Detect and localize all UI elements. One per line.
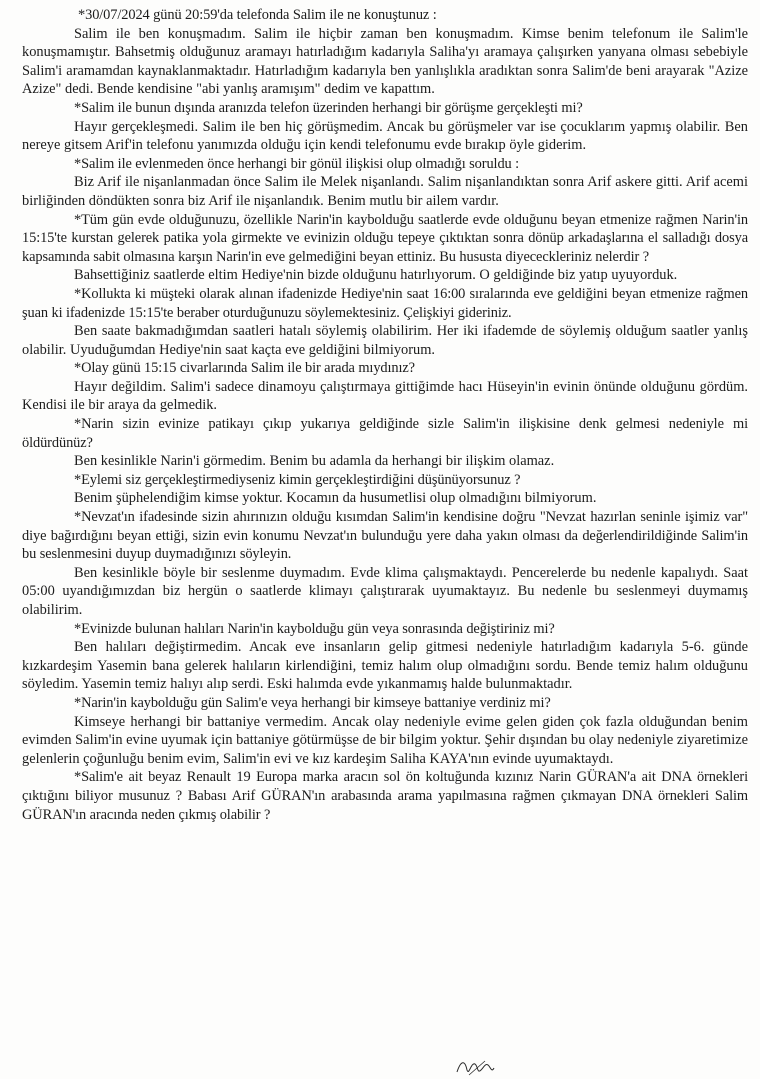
question-paragraph: *Salim ile bunun dışında aranızda telefon üzerinden herhangi bir görüşme gerçekleşti mi? (74, 99, 583, 116)
answer-paragraph: Ben kesinlikle Narin'i görmedim. Benim bu adamla da herhangi bir ilişkim olamaz. (74, 453, 555, 470)
answer-paragraph: Hayır değildim. Salim'i sadece dinamoyu çalıştırmaya gittiğimde hacı Hüseyin'in evinin önünde olduğunu gördüm. Kendisi ile bir araya da gelmedik. (22, 378, 748, 414)
question-paragraph: *Narin'in kaybolduğu gün Salim'e veya herhangi bir kimseye battaniye verdiniz mi? (74, 694, 551, 711)
question-paragraph: *Salim'e ait beyaz Renault 19 Europa marka aracın sol ön koltuğunda kızınız Narin GÜRAN'a ait DNA örnekleri çıktığını biliyor musunuz ? Babası Arif GÜRAN'ın arabasında arama yapılmasına rağmen çıkmayan DNA örnekleri Salim GÜRAN'ın aracında neden çıkmış olabilir ? (22, 769, 748, 823)
question-paragraph: *Olay günü 15:15 civarlarında Salim ile bir arada mıydınız? (74, 360, 415, 377)
question-paragraph: *Eylemi siz gerçekleştirmediyseniz kimin gerçekleştirdiğini düşünüyorsunuz ? (74, 471, 521, 488)
question-paragraph: *Tüm gün evde olduğunuzu, özellikle Narin'in kaybolduğu saatlerde evde olduğunu beyan etmenize rağmen Narin'in 15:15'te kurstan gelerek patika yola girmekte ve evinizin olduğu tepeye çıktıktan sonra dönüp arkadaşlarına el salladığı dosya kapsamında sabit olmasına karşın Narin'in eve gelmediğini beyan ettiniz. Bu hususta diyececkleriniz nelerdir ? (22, 211, 748, 265)
question-paragraph: *30/07/2024 günü 20:59'da telefonda Salim ile ne konuştunuz : (78, 7, 437, 23)
answer-paragraph: Ben halıları değiştirmedim. Ancak eve insanların gelip gitmesi nedeniyle hatırladığım kadarıyla 5-6. günde kızkardeşim Yasemin bana gelerek halıların kirlendiğini, temiz halım olup olmadığını sordu. Bende temiz halım olduğunu söyledim. Yasemin temiz halıyı alıp serdi. Eski halımda evde yıkanmamış halde bulunmaktadır. (22, 639, 748, 693)
question-paragraph: *Salim ile evlenmeden önce herhangi bir gönül ilişkisi olup olmadığı soruldu : (74, 155, 520, 172)
signature-scribble (455, 1056, 495, 1078)
answer-paragraph: Ben saate bakmadığımdan saatleri hatalı söylemiş olabilirim. Her iki ifademde de söylemiş olduğum saatler yanlış olabilir. Uyuduğumdan Hediye'nin saat kaçta eve geldiğini bilmiyorum. (22, 323, 748, 358)
answer-paragraph: Biz Arif ile nişanlanmadan önce Salim ile Melek nişanlandı. Salim nişanlandıktan sonra Arif askere gitti. Arif acemi birliğinden döndükten sonra biz Arif ile nişanlandık. Benim mutlu bir ailem vardır. (22, 174, 748, 209)
question-paragraph: *Evinizde bulunan halıları Narin'in kaybolduğu gün veya sonrasında değiştiriniz mi? (74, 620, 555, 637)
answer-paragraph: Benim şüphelendiğim kimse yoktur. Kocamın da husumetlisi olup olmadığını bilmiyorum. (74, 490, 597, 507)
question-paragraph: *Kollukta ki müşteki olarak alınan ifadenizde Hediye'nin saat 16:00 sıralarında eve geldiğini beyan etmenize rağmen şuan ki ifadenizde 15:15'te beraber oturduğunuzu söylemektesiniz. Çelişkiyi gideriniz. (22, 285, 748, 321)
answer-paragraph: Hayır gerçekleşmedi. Salim ile ben hiç görüşmedim. Ancak bu görüşmeler var ise çocuklarım yapmış olabilir. Ben nereye gitsem Arif'in telefonu yanımızda olduğu için kendi telefonumu evde bırakıp öyle giderim. (22, 118, 748, 154)
answer-paragraph: Bahsettiğiniz saatlerde eltim Hediye'nin bizde olduğunu hatırlıyorum. O geldiğinde biz yatıp uyuyorduk. (74, 267, 678, 284)
question-paragraph: *Narin sizin evinize patikayı çıkıp yukarıya geldiğinde sizle Salim'in ilişkisine denk gelmesi nedeniyle mi öldürdünüz? (22, 416, 748, 451)
answer-paragraph: Kimseye herhangi bir battaniye vermedim. Ancak olay nedeniyle evime gelen giden çok fazla olduğundan benim evimden Salim'in evine uyumak için battaniye götürmüşse de bir bilgim yoktur. Şehir dışından bu olay nedeniyle ziyaretimize gelenlerin çoğunluğu benim evim, Salim'in evi ve kız kardeşim Saliha KAYA'nın evinde uyumaktaydı. (22, 713, 748, 767)
question-paragraph: *Nevzat'ın ifadesinde sizin ahırınızın olduğu kısımdan Salim'in kendisine doğru "Nevzat hazırlan seninle işimiz var" diye bağırdığını beyan ettiği, sizin evin konumu Nevzat'ın bulunduğu yere daha yakın olması da değerlendirildiğinde Salim'in bu seslenmesini duyup duymadığınızı söyleyin. (22, 509, 748, 563)
answer-paragraph: Salim ile ben konuşmadım. Salim ile hiçbir zaman ben konuşmadım. Kimse benim telefonum ile Salim'le konuşmamıştır. Bahsetmiş olduğunuz aramayı hatırladığım kadarıyla Saliha'yı aramaya çalışırken yanyana olması sebebiyle Salim'i aramamdan kaynaklanmaktadır. Hatırladığım kadarıyla ben yanlışlıkla aradıktan sonra Salim'de beni arayarak "Azize Azize" dedi. Bende kendisine "abi yanlış aramışım" dedim ve kapattım. (22, 25, 748, 98)
answer-paragraph: Ben kesinlikle böyle bir seslenme duymadım. Evde klima çalışmaktaydı. Pencerelerde bu nedenle kapalıydı. Saat 05:00 uyandığımızdan biz hergün o saatlerde klimayı çalıştırarak uyumaktayız. Bu nedenle bu seslenmeyi duymamış olabilirim. (22, 564, 748, 618)
statement-text (22, 6, 748, 824)
